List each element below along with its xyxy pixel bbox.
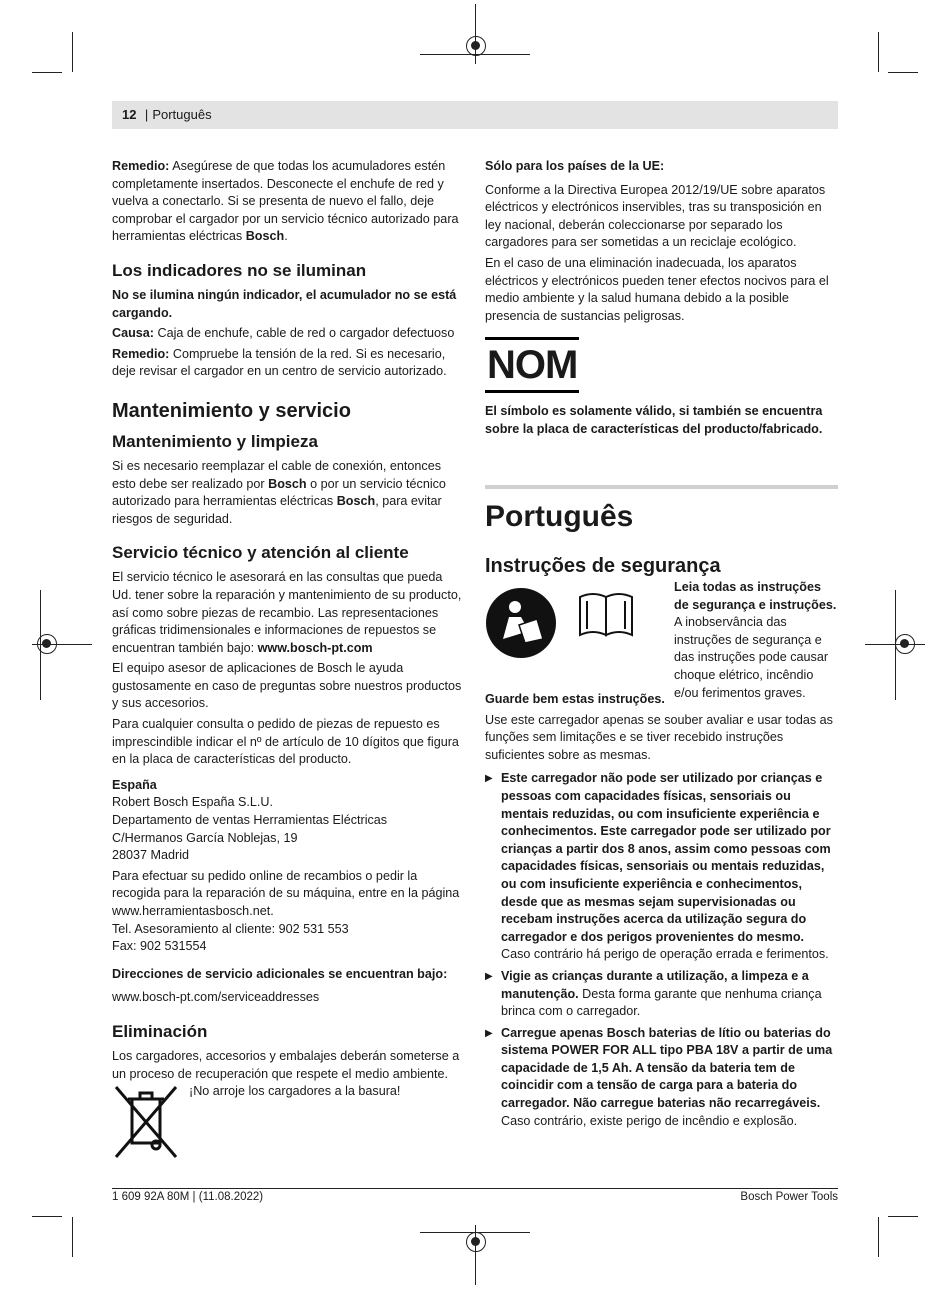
right-column (485, 158, 835, 442)
crop-mark (72, 1217, 73, 1257)
heading-maintenance-cleaning: Mantenimiento y limpieza (112, 431, 318, 451)
address-line: C/Hermanos García Noblejas, 19 (112, 830, 298, 845)
disposal-block (112, 1083, 464, 1163)
nom-logo-wrap (485, 331, 835, 403)
crop-mark (32, 1216, 62, 1217)
crop-mark (888, 72, 918, 73)
left-column (112, 158, 464, 1163)
safety-list (485, 770, 835, 1130)
heading-safety: Instruções de segurança (485, 555, 721, 577)
service-link[interactable]: www.bosch-pt.com (257, 640, 373, 655)
registration-mark-icon (466, 36, 486, 56)
page-header (112, 101, 838, 129)
online-paragraph: Para efectuar su pedido online de recambios o pedir la recogida para la reparación de su máquina, entre en la página www.herramientasbosch.net. (112, 868, 460, 918)
registration-mark-icon (466, 1232, 486, 1252)
address-line: 28037 Madrid (112, 848, 190, 863)
manual-book-icon (577, 591, 635, 639)
service-paragraph-2: El equipo asesor de aplicaciones de Bosch le ayuda gustosamente en caso de preguntas sobre nuestros productos y sus accesorios. (112, 661, 462, 711)
registration-mark-icon (895, 634, 915, 654)
crop-mark (32, 72, 62, 73)
service-paragraph-3: Para cualquier consulta o pedido de piezas de repuesto es imprescindible indicar el nº de artículo de 10 dígitos que figura en la placa de características del producto. (112, 717, 459, 767)
remedy2-paragraph: Remedio: Compruebe la tensión de la red. Si es necesario, deje revisar el cargador en un centro de servicio autorizado. (112, 346, 447, 379)
service-paragraph-1: El servicio técnico le asesorará en las consultas que pueda Ud. tener sobre la reparación y mantenimiento de su producto, así como sobre piezas de recambio. Las representaciones gráficas tridimensionales e informaciones de repuestos se encuentran también bajo: www.bosch-pt.com (112, 570, 462, 655)
registration-mark-icon (37, 634, 57, 654)
keep-instructions: Guarde bem estas instruções. (485, 692, 665, 706)
crop-mark (878, 32, 879, 72)
indicator-bold: No se ilumina ningún indicador, el acumulador no se está cargando. (112, 287, 457, 320)
heading-disposal: Eliminación (112, 1021, 208, 1041)
disposal-warning: ¡No arroje los cargadores a la basura! (189, 1084, 401, 1099)
telephone: Tel. Asesoramiento al cliente: 902 531 553 (112, 921, 349, 936)
section-title: Português (485, 500, 634, 533)
nom-logo: NOM (485, 337, 579, 393)
eu-paragraph-1: Conforme a la Directiva Europea 2012/19/UE sobre aparatos eléctricos y electrónicos inservibles, tras su transposición en ley nacional, deberán coleccionarse por separado los cargadores para ser sometidas a un reciclaje ecológico. (485, 182, 826, 250)
list-item: ▶ Vigie as crianças durante a utilização, a limpeza e a manutenção. Desta forma garante que nenhuma criança brinca com o carregador. (485, 968, 835, 1021)
crossed-bin-icon (112, 1083, 182, 1161)
usage-paragraph: Use este carregador apenas se souber avaliar e usar todas as funções sem limitações e se tiver recebido instruções suficientes sobre as mesmas. (485, 712, 833, 762)
remedy-paragraph: Remedio: Asegúrese de que todas los acumuladores estén completamente insertados. Desconecte el enchufe de red y vuelva a conectarlo. Si se presenta de nuevo el fallo, deje comprobar el cargador por un servicio técnico autorizado para herramientas eléctricas Bosch. (112, 159, 459, 244)
heading-service: Servicio técnico y atención al cliente (112, 543, 409, 563)
fax: Fax: 902 531554 (112, 939, 207, 954)
disposal-paragraph: Los cargadores, accesorios y embalajes deberán someterse a un proceso de recuperación que respete el medio ambiente. (112, 1048, 460, 1081)
page-footer (112, 1188, 838, 1203)
publisher: Bosch Power Tools (740, 1191, 838, 1203)
cause-paragraph: Causa: Caja de enchufe, cable de red o cargador defectuoso (112, 326, 455, 341)
crop-mark (888, 1216, 918, 1217)
crop-mark (878, 1217, 879, 1257)
header-language: Português (152, 107, 212, 122)
heading-maintenance-service: Mantenimiento y servicio (112, 399, 351, 422)
additional-addresses-label: Direcciones de servicio adicionales se encuentran bajo: (112, 966, 448, 981)
crop-mark (72, 32, 73, 72)
address-line: Departamento de ventas Herramientas Eléctricas (112, 813, 388, 828)
country-label: España (112, 777, 157, 792)
read-manual-icon (485, 587, 557, 659)
eu-paragraph-2: En el caso de una eliminación inadecuada, los aparatos eléctricos y electrónicos pueden tener efectos nocivos para el medio ambiente y la salud humana debido a la posible presencia de sustancias peligrosas. (485, 255, 829, 323)
service-addresses-link[interactable]: www.bosch-pt.com/serviceaddresses (112, 990, 320, 1005)
portuguese-section (485, 500, 835, 1134)
address-line: Robert Bosch España S.L.U. (112, 795, 274, 810)
heading-indicators: Los indicadores no se iluminan (112, 260, 367, 280)
nom-note: El símbolo es solamente válido, si también se encuentra sobre la placa de características del producto/fabricado. (485, 404, 823, 436)
list-item: ▶ Carregue apenas Bosch baterias de lítio ou baterias do sistema POWER FOR ALL tipo PBA 18V a partir de uma capacidade de 1,5 Ah. A tensão da bateria tem de coincidir com a tensão de carga para a bateria do carregador. Não carregue baterias não recarregáveis. Caso contrário, existe perigo de incêndio e explosão. (485, 1025, 835, 1131)
eu-heading: Sólo para los países de la UE: (485, 159, 665, 173)
read-instructions: Leia todas as instruções de segurança e instruções. A inobservância das instruções de segurança e das instruções pode causar choque elétrico, incêndio e/ou ferimentos graves. (674, 580, 837, 700)
cleaning-paragraph: Si es necesario reemplazar el cable de conexión, entonces esto debe ser realizado por Bosch o por un servicio técnico autorizado para herramientas eléctricas Bosch, para evitar riesgos de seguridad. (112, 458, 446, 526)
page-number: 12 (122, 107, 137, 122)
document-number: 1 609 92A 80M | (11.08.2022) (112, 1191, 264, 1203)
list-item: ▶ Este carregador não pode ser utilizado por crianças e pessoas com capacidades físicas, sensoriais ou mentais reduzidas, ou com insuficiente experiência e conhecimentos. Este carregador pode ser utilizado por crianças a partir dos 8 anos, assim como pessoas com capacidades físicas, sensoriais ou mentais reduzidas, ou com insuficiente experiência e conhecimentos, desde que as mesmas sejam supervisionadas ou recebam instruções acerca da utilização segura do carregador e dos perigos provenientes do mesmo. Caso contrário há perigo de operação errada e ferimentos. (485, 770, 835, 964)
section-divider (485, 485, 838, 489)
header-divider: | (144, 107, 149, 122)
